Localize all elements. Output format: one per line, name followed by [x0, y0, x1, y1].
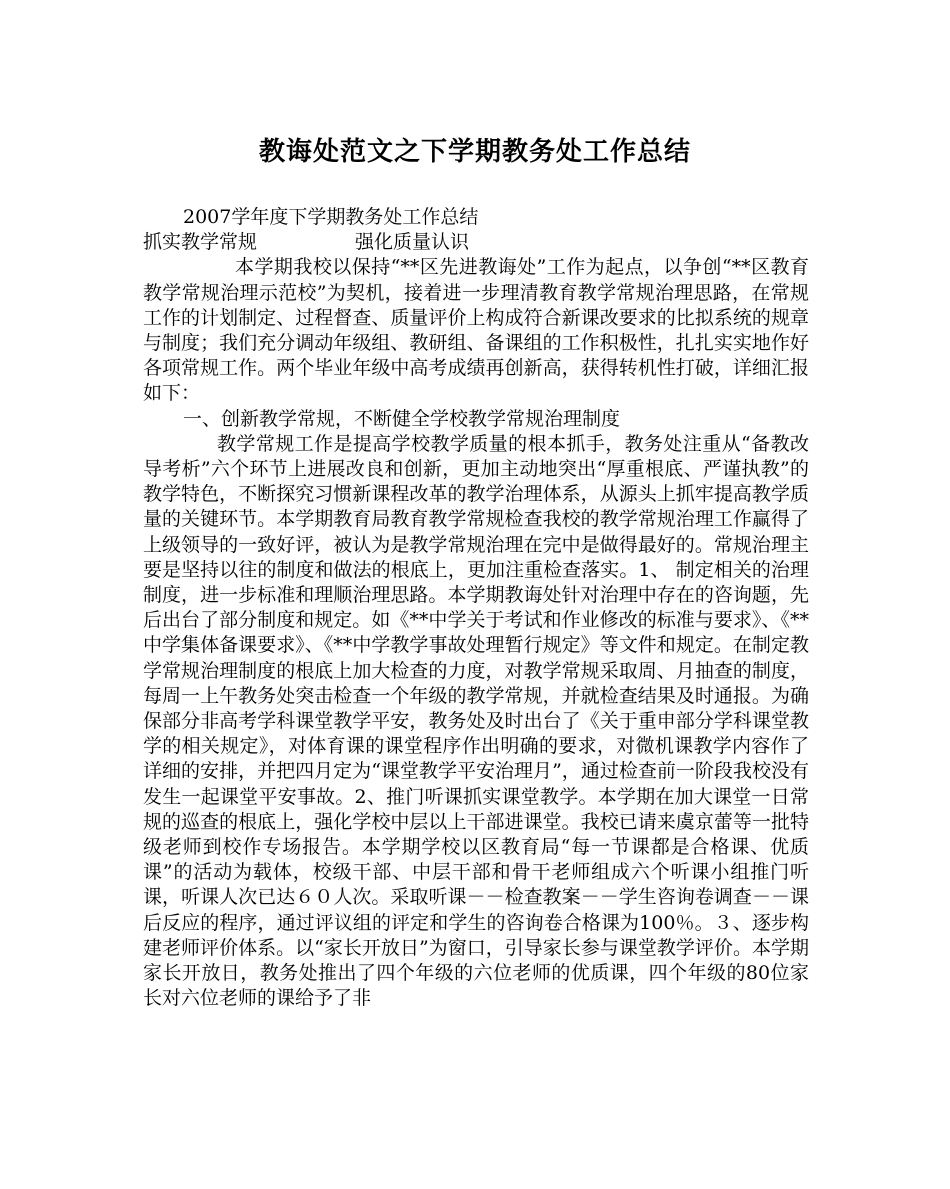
paragraph-section-1: 教学常规工作是提高学校教学质量的根本抓手，教务处注重从“备教改导考析”六个环节上进展改良和创新，更加主动地突出“厚重根底、严谨执教”的教学特色，不断探究习惯新课程改革的教学治理体系，从源头上抓牢提高教学质量的关键环节。本学期教育局教育教学常规检查我校的教学常规治理工作赢得了上级领导的一致好评，被认为是教学常规治理在完中是做得最好的。常规治理主要是坚持以往的制度和做法的根底上，更加注重检查落实。1、 制定相关的治理制度，进一步标准和理顺治理思路。本学期教诲处针对治理中存在的咨询题，先后出台了部分制度和规定。如《**中学关于考试和作业修改的标准与要求》、《**中学集体备课要求》、《**中学教学事故处理暂行规定》等文件和规定。在制定教学常规治理制度的根底上加大检查的力度，对教学常规采取周、月抽查的制度，每周一上午教务处突击检查一个年级的教学常规，并就检查结果及时通报。为确保部分非高考学科课堂教学平安，教务处及时出台了《关于重申部分学科课堂教学的相关规定》，对体育课的课堂程序作出明确的要求，对微机课教学内容作了详细的安排，并把四月定为“课堂教学平安治理月”，通过检查前一阶段我校没有发生一起课堂平安事故。2、推门听课抓实课堂教学。本学期在加大课堂一日常规的巡查的根底上，强化学校中层以上干部进课堂。我校已请来虞京蕾等一批特级老师到校作专场报告。本学期学校以区教育局“每一节课都是合格课、优质课”的活动为载体，校级干部、中层干部和骨干老师组成六个听课小组推门听课，听课人次已达６０人次。采取听课－－检查教案－－学生咨询卷调查－－课后反应的程序，通过评议组的评定和学生的咨询卷合格课为100％。３、逐步构建老师评价体系。以“家长开放日”为窗口，引导家长参与课堂教学评价。本学期家长开放日，教务处推出了四个年级的六位老师的优质课，四个年级的80位家长对六位老师的课给予了非	[143, 432, 809, 1010]
heading-line-2-left: 抓实教学常规	[143, 231, 258, 254]
heading-line-2	[143, 230, 809, 255]
heading-line-1: 2007学年度下学期教务处工作总结	[183, 206, 479, 228]
heading-line-2-right: 强化质量认识	[355, 231, 470, 254]
paragraph-intro: 本学期我校以保持“**区先进教诲处”工作为起点，以争创“**区教育教学常规治理示范校”为契机，接着进一步理清教育教学常规治理思路，在常规工作的计划制定、过程督查、质量评价上构成符合新课改要求的比拟系统的规章与制度；我们充分调动年级组、教研组、备课组的工作积极性，扎扎实实地作好各项常规工作。两个毕业年级中高考成绩再创新高，获得转机性打破，详细汇报如下：	[143, 256, 809, 405]
document-title: 教诲处范文之下学期教务处工作总结	[258, 137, 691, 167]
document-body	[143, 205, 809, 1012]
section-1-heading: 一、创新教学常规，不断健全学校教学常规治理制度	[183, 407, 621, 430]
